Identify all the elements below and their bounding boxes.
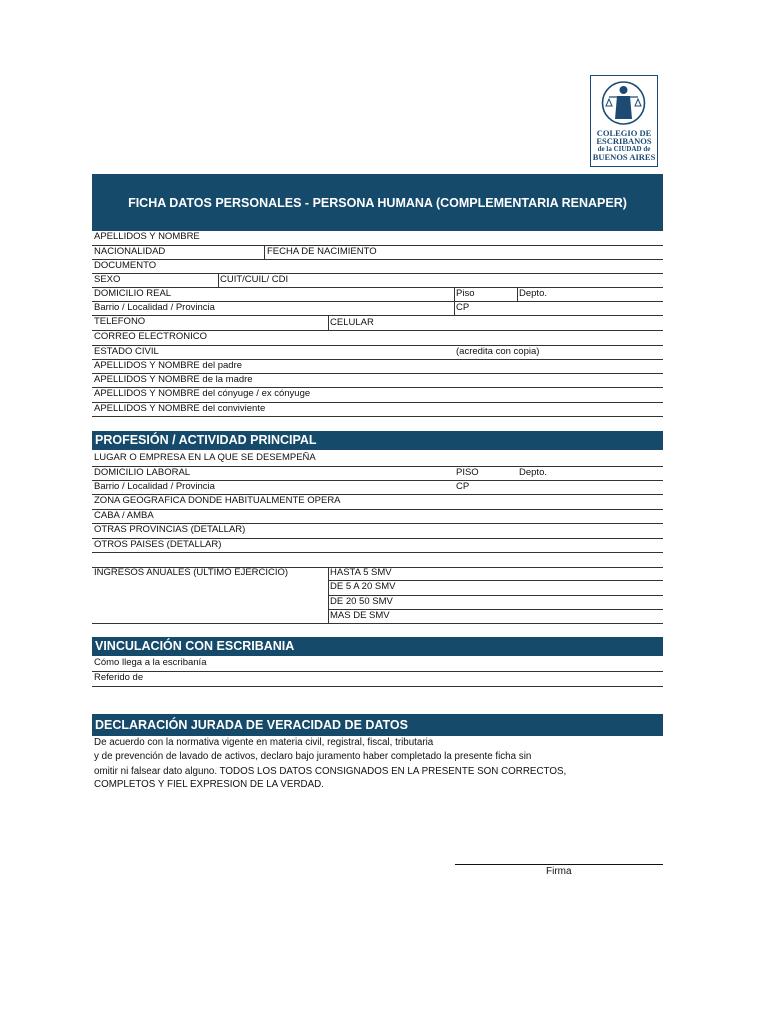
label-depto: Depto. (519, 288, 547, 299)
scales-figure-icon (591, 76, 656, 126)
logo-line-4: BUENOS AIRES (592, 152, 656, 162)
ingresos-option[interactable] (328, 596, 663, 610)
divider (517, 288, 518, 302)
logo-line-3: de la CIUDAD de (597, 145, 651, 153)
label-ingreso-rango: MAS DE SMV (330, 610, 390, 621)
logo-line-2: ESCRIBANOS (596, 136, 652, 146)
row-conviviente[interactable] (92, 403, 663, 417)
row-nacionalidad[interactable] (92, 246, 663, 260)
label-cp: CP (456, 302, 470, 313)
label-piso: Piso (456, 288, 475, 299)
label-telefono: TELEFONO (94, 316, 146, 327)
label-acredita-copia: (acredita con copia) (456, 346, 540, 357)
label-referido: Referido de (94, 672, 144, 683)
declaracion-line: omitir ni falsear dato alguno. TODOS LOS DATOS CONSIGNADOS EN LA PRESENTE SON CORRECTOS, (94, 766, 567, 777)
label-correo: CORREO ELECTRONICO (94, 331, 207, 342)
row-domicilio-laboral[interactable] (92, 467, 663, 481)
divider (218, 274, 219, 288)
label-nacionalidad: NACIONALIDAD (94, 246, 166, 257)
row-como-llega[interactable] (92, 657, 663, 672)
row-domicilio-real[interactable] (92, 288, 663, 302)
label-ingreso-rango: DE 20 50 SMV (330, 596, 393, 607)
row-estado-civil[interactable] (92, 346, 663, 360)
label-domicilio-laboral: DOMICILIO LABORAL (94, 467, 191, 478)
row-zona (92, 495, 663, 510)
label-apellidos-nombre: APELLIDOS Y NOMBRE (94, 231, 200, 242)
label-conviviente: APELLIDOS Y NOMBRE del conviviente (94, 403, 266, 414)
label-caba: CABA / AMBA (94, 510, 154, 521)
label-cuit: CUIT/CUIL/ CDI (220, 274, 289, 285)
row-padre[interactable] (92, 360, 663, 374)
label-padre: APELLIDOS Y NOMBRE del padre (94, 360, 243, 371)
ingresos-option[interactable] (328, 581, 663, 596)
declaracion-line: COMPLETOS Y FIEL EXPRESION DE LA VERDAD. (94, 779, 324, 790)
row-referido[interactable] (92, 672, 663, 687)
label-otros-paises: OTROS PAISES (DETALLAR) (94, 539, 222, 550)
row-documento[interactable] (92, 260, 663, 274)
label-fecha-nacimiento: FECHA DE NACIMIENTO (267, 246, 377, 257)
label-ingresos: INGRESOS ANUALES (ULTIMO EJERCICIO) (94, 567, 289, 578)
row-conyuge[interactable] (92, 388, 663, 403)
row-correo[interactable] (92, 331, 663, 346)
signature-line[interactable] (455, 864, 663, 865)
ingresos-option[interactable] (92, 610, 663, 624)
ingresos-option[interactable] (328, 567, 663, 581)
label-sexo: SEXO (94, 274, 121, 285)
label-ingreso-rango: DE 5 A 20 SMV (330, 581, 396, 592)
label-piso-laboral: PISO (456, 467, 479, 478)
declaracion-line: De acuerdo con la normativa vigente en materia civil, registral, fiscal, tributaria (94, 737, 434, 748)
label-como-llega: Cómo llega a la escribanía (94, 657, 207, 668)
row-barrio[interactable] (92, 302, 663, 316)
form-title: FICHA DATOS PERSONALES - PERSONA HUMANA (COMPLEMENTARIA RENAPER) (92, 174, 663, 231)
row-apellidos-nombre[interactable] (92, 231, 663, 246)
row-sexo[interactable] (92, 274, 663, 288)
divider (264, 246, 265, 260)
label-ingreso-rango: HASTA 5 SMV (330, 567, 392, 578)
declaracion-line: y de prevención de lavado de activos, declaro bajo juramento haber completado la presente ficha sin (94, 751, 532, 762)
logo-line-1: COLEGIO DE (596, 128, 652, 138)
label-estado-civil: ESTADO CIVIL (94, 346, 159, 357)
label-madre: APELLIDOS Y NOMBRE de la madre (94, 374, 253, 385)
row-madre[interactable] (92, 374, 663, 388)
divider (328, 316, 329, 331)
label-otras-provincias: OTRAS PROVINCIAS (DETALLAR) (94, 524, 246, 535)
row-otros-paises[interactable] (92, 539, 663, 553)
label-depto-laboral: Depto. (519, 467, 547, 478)
row-caba[interactable] (92, 510, 663, 524)
label-domicilio-real: DOMICILIO REAL (94, 288, 172, 299)
section-declaracion-heading: DECLARACIÓN JURADA DE VERACIDAD DE DATOS (92, 714, 663, 736)
label-firma: Firma (546, 866, 572, 877)
label-zona: ZONA GEOGRAFICA DONDE HABITUALMENTE OPERA (94, 495, 341, 506)
label-documento: DOCUMENTO (94, 260, 157, 271)
label-lugar-empresa: LUGAR O EMPRESA EN LA QUE SE DESEMPEÑA (94, 452, 316, 463)
row-telefono[interactable] (92, 316, 663, 331)
label-barrio-laboral: Barrio / Localidad / Provincia (94, 481, 215, 492)
section-vinculacion-heading: VINCULACIÓN CON ESCRIBANIA (92, 637, 663, 656)
label-celular: CELULAR (330, 317, 374, 328)
row-lugar-empresa[interactable] (92, 452, 663, 467)
row-barrio-laboral[interactable] (92, 481, 663, 495)
label-conyuge: APELLIDOS Y NOMBRE del cónyuge / ex cónyuge (94, 388, 311, 399)
colegio-escribanos-logo (590, 75, 658, 167)
label-cp-laboral: CP (456, 481, 470, 492)
row-otras-provincias[interactable] (92, 524, 663, 539)
label-barrio: Barrio / Localidad / Provincia (94, 302, 215, 313)
section-profesion-heading: PROFESIÓN / ACTIVIDAD PRINCIPAL (92, 431, 663, 450)
